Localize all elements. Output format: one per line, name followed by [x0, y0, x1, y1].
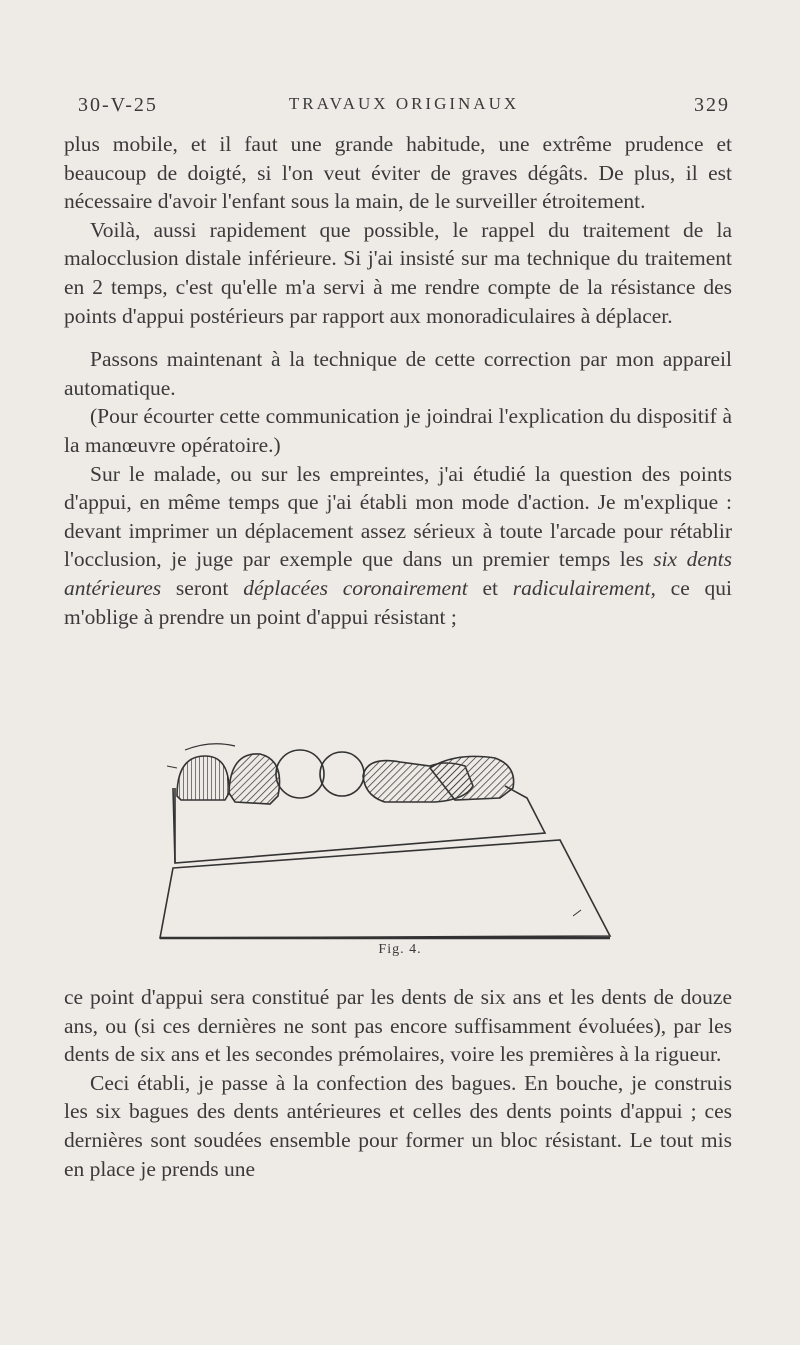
- emphasis-text: déplacées coronairement: [243, 575, 468, 600]
- paragraph-text: ce qui m'oblige à prendre un point d'appui résistant ;: [64, 575, 732, 629]
- paragraph: Voilà, aussi rapidement que possible, le rappel du traitement de la malocclusion distale inférieure. Si j'ai insisté sur ma technique du traitement en 2 temps, c'est qu'elle m'a servi à me rendre compte de la résistance des points d'appui postérieurs par rapport aux monoradiculaires à déplacer.: [64, 217, 732, 328]
- emphasis-text: radiculairement,: [512, 575, 656, 600]
- paragraph-with-emphasis: [64, 460, 732, 632]
- text-block-top: [64, 130, 732, 631]
- paragraph: plus mobile, et il faut une grande habitude, une extrême prudence et beaucoup de doigté, si l'on veut éviter de graves dégâts. De plus, il est nécessaire d'avoir l'enfant sous la main, de le surveiller étroitement.: [64, 132, 732, 214]
- emphasis-text: six dents antérieures: [64, 547, 732, 600]
- paragraph-text: et: [467, 575, 513, 600]
- header-date: 30-V-25: [78, 94, 158, 116]
- dental-arch-drawing: [155, 738, 615, 948]
- figure-caption: Fig. 4.: [378, 942, 422, 957]
- dental-appliance-figure: [155, 738, 615, 948]
- page-number: 329: [694, 94, 730, 116]
- paragraph: (Pour écourter cette communication je joindrai l'explication du dispositif à la manœuvre opératoire.): [64, 404, 732, 457]
- header-section: TRAVAUX ORIGINAUX: [288, 94, 520, 113]
- text-block-bottom: [64, 983, 732, 1183]
- paragraph-text: Sur le malade, ou sur les empreintes, j'ai étudié la question des points d'appui, en même temps que j'ai établi mon mode d'action. Je m'explique : devant imprimer un déplacement assez sérieux à toute l'arcade pour rétablir l'occlusion, je juge par exemple que dans un premier temps les: [64, 461, 732, 572]
- paragraph: ce point d'appui sera constitué par les dents de six ans et les dents de douze ans, ou (si ces dernières ne sont pas encore suffisamment évoluées), par les dents de six ans et les secondes prémolaires, voire les premières à la rigueur.: [64, 985, 732, 1067]
- paragraph: Ceci établi, je passe à la confection des bagues. En bouche, je construis les six bagues des dents antérieures et celles des dents points d'appui ; ces dernières sont soudées ensemble pour former un bloc résistant. Le tout mis en place je prends une: [64, 1070, 732, 1181]
- paragraph: Passons maintenant à la technique de cette correction par mon appareil automatique.: [64, 347, 732, 400]
- paragraph-text: seront: [161, 575, 244, 600]
- running-header: [78, 94, 730, 124]
